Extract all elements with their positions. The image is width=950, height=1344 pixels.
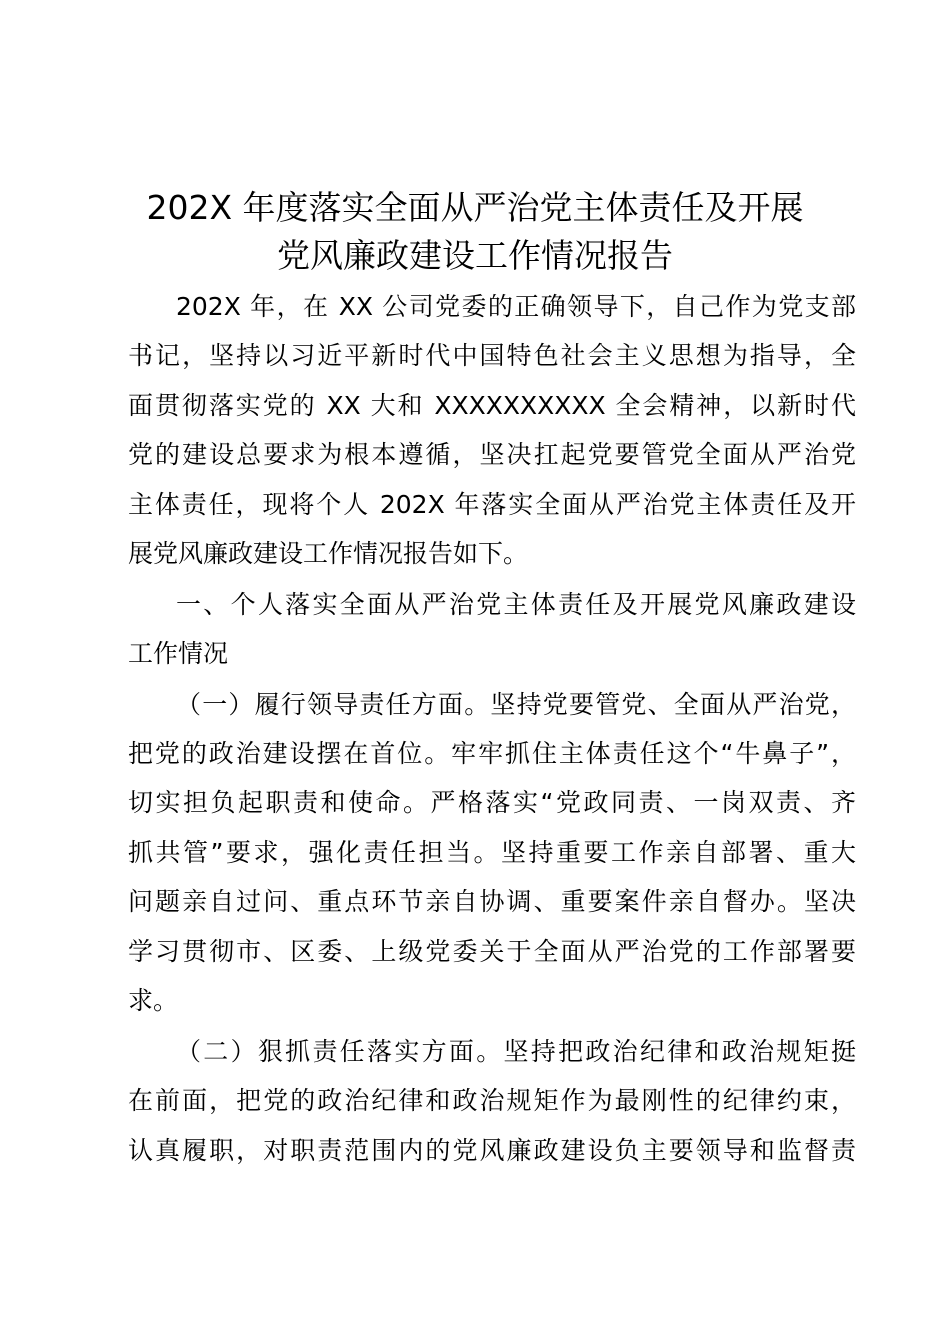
- paragraph-line: 把党的政治建设摆在首位。牢牢抓住主体责任这个“牛鼻子”，: [128, 739, 856, 768]
- paragraph-line: 求。: [128, 986, 179, 1015]
- paragraph-line: （二）狠抓责任落实方面。坚持把政治纪律和政治规矩挺: [176, 1037, 856, 1066]
- paragraph-line: 展党风廉政建设工作情况报告如下。: [128, 539, 529, 568]
- paragraph-line: 学习贯彻市、区委、上级党委关于全面从严治党的工作部署要: [128, 937, 856, 966]
- paragraph-line: 主体责任，现将个人 202X 年落实全面从严治党主体责任及开: [128, 490, 856, 519]
- paragraph-line: 在前面，把党的政治纪律和政治规矩作为最刚性的纪律约束，: [128, 1086, 856, 1115]
- paragraph-line: 202X 年，在 XX 公司党委的正确领导下，自己作为党支部: [176, 292, 856, 321]
- paragraph-line: 问题亲自过问、重点环节亲自协调、重要案件亲自督办。坚决: [128, 887, 856, 916]
- paragraph-line: 切实担负起职责和使命。严格落实“党政同责、一岗双责、齐: [128, 788, 856, 817]
- document-title-line-1: 202X 年度落实全面从严治党主体责任及开展: [146, 188, 804, 227]
- document-title-line-2: 党风廉政建设工作情况报告: [277, 236, 673, 275]
- paragraph-line: （一）履行领导责任方面。坚持党要管党、全面从严治党，: [176, 690, 856, 719]
- paragraph-line: 抓共管”要求，强化责任担当。坚持重要工作亲自部署、重大: [128, 838, 856, 867]
- paragraph-line: 面贯彻落实党的 XX 大和 XXXXXXXXXX 全会精神，以新时代: [128, 391, 856, 420]
- section-heading-line: 工作情况: [128, 639, 229, 668]
- paragraph-line: 党的建设总要求为根本遵循，坚决扛起党要管党全面从严治党: [128, 440, 856, 469]
- paragraph-line: 认真履职，对职责范围内的党风廉政建设负主要领导和监督责: [128, 1136, 856, 1165]
- section-heading-line: 一、个人落实全面从严治党主体责任及开展党风廉政建设: [176, 590, 856, 619]
- paragraph-line: 书记，坚持以习近平新时代中国特色社会主义思想为指导，全: [128, 341, 856, 370]
